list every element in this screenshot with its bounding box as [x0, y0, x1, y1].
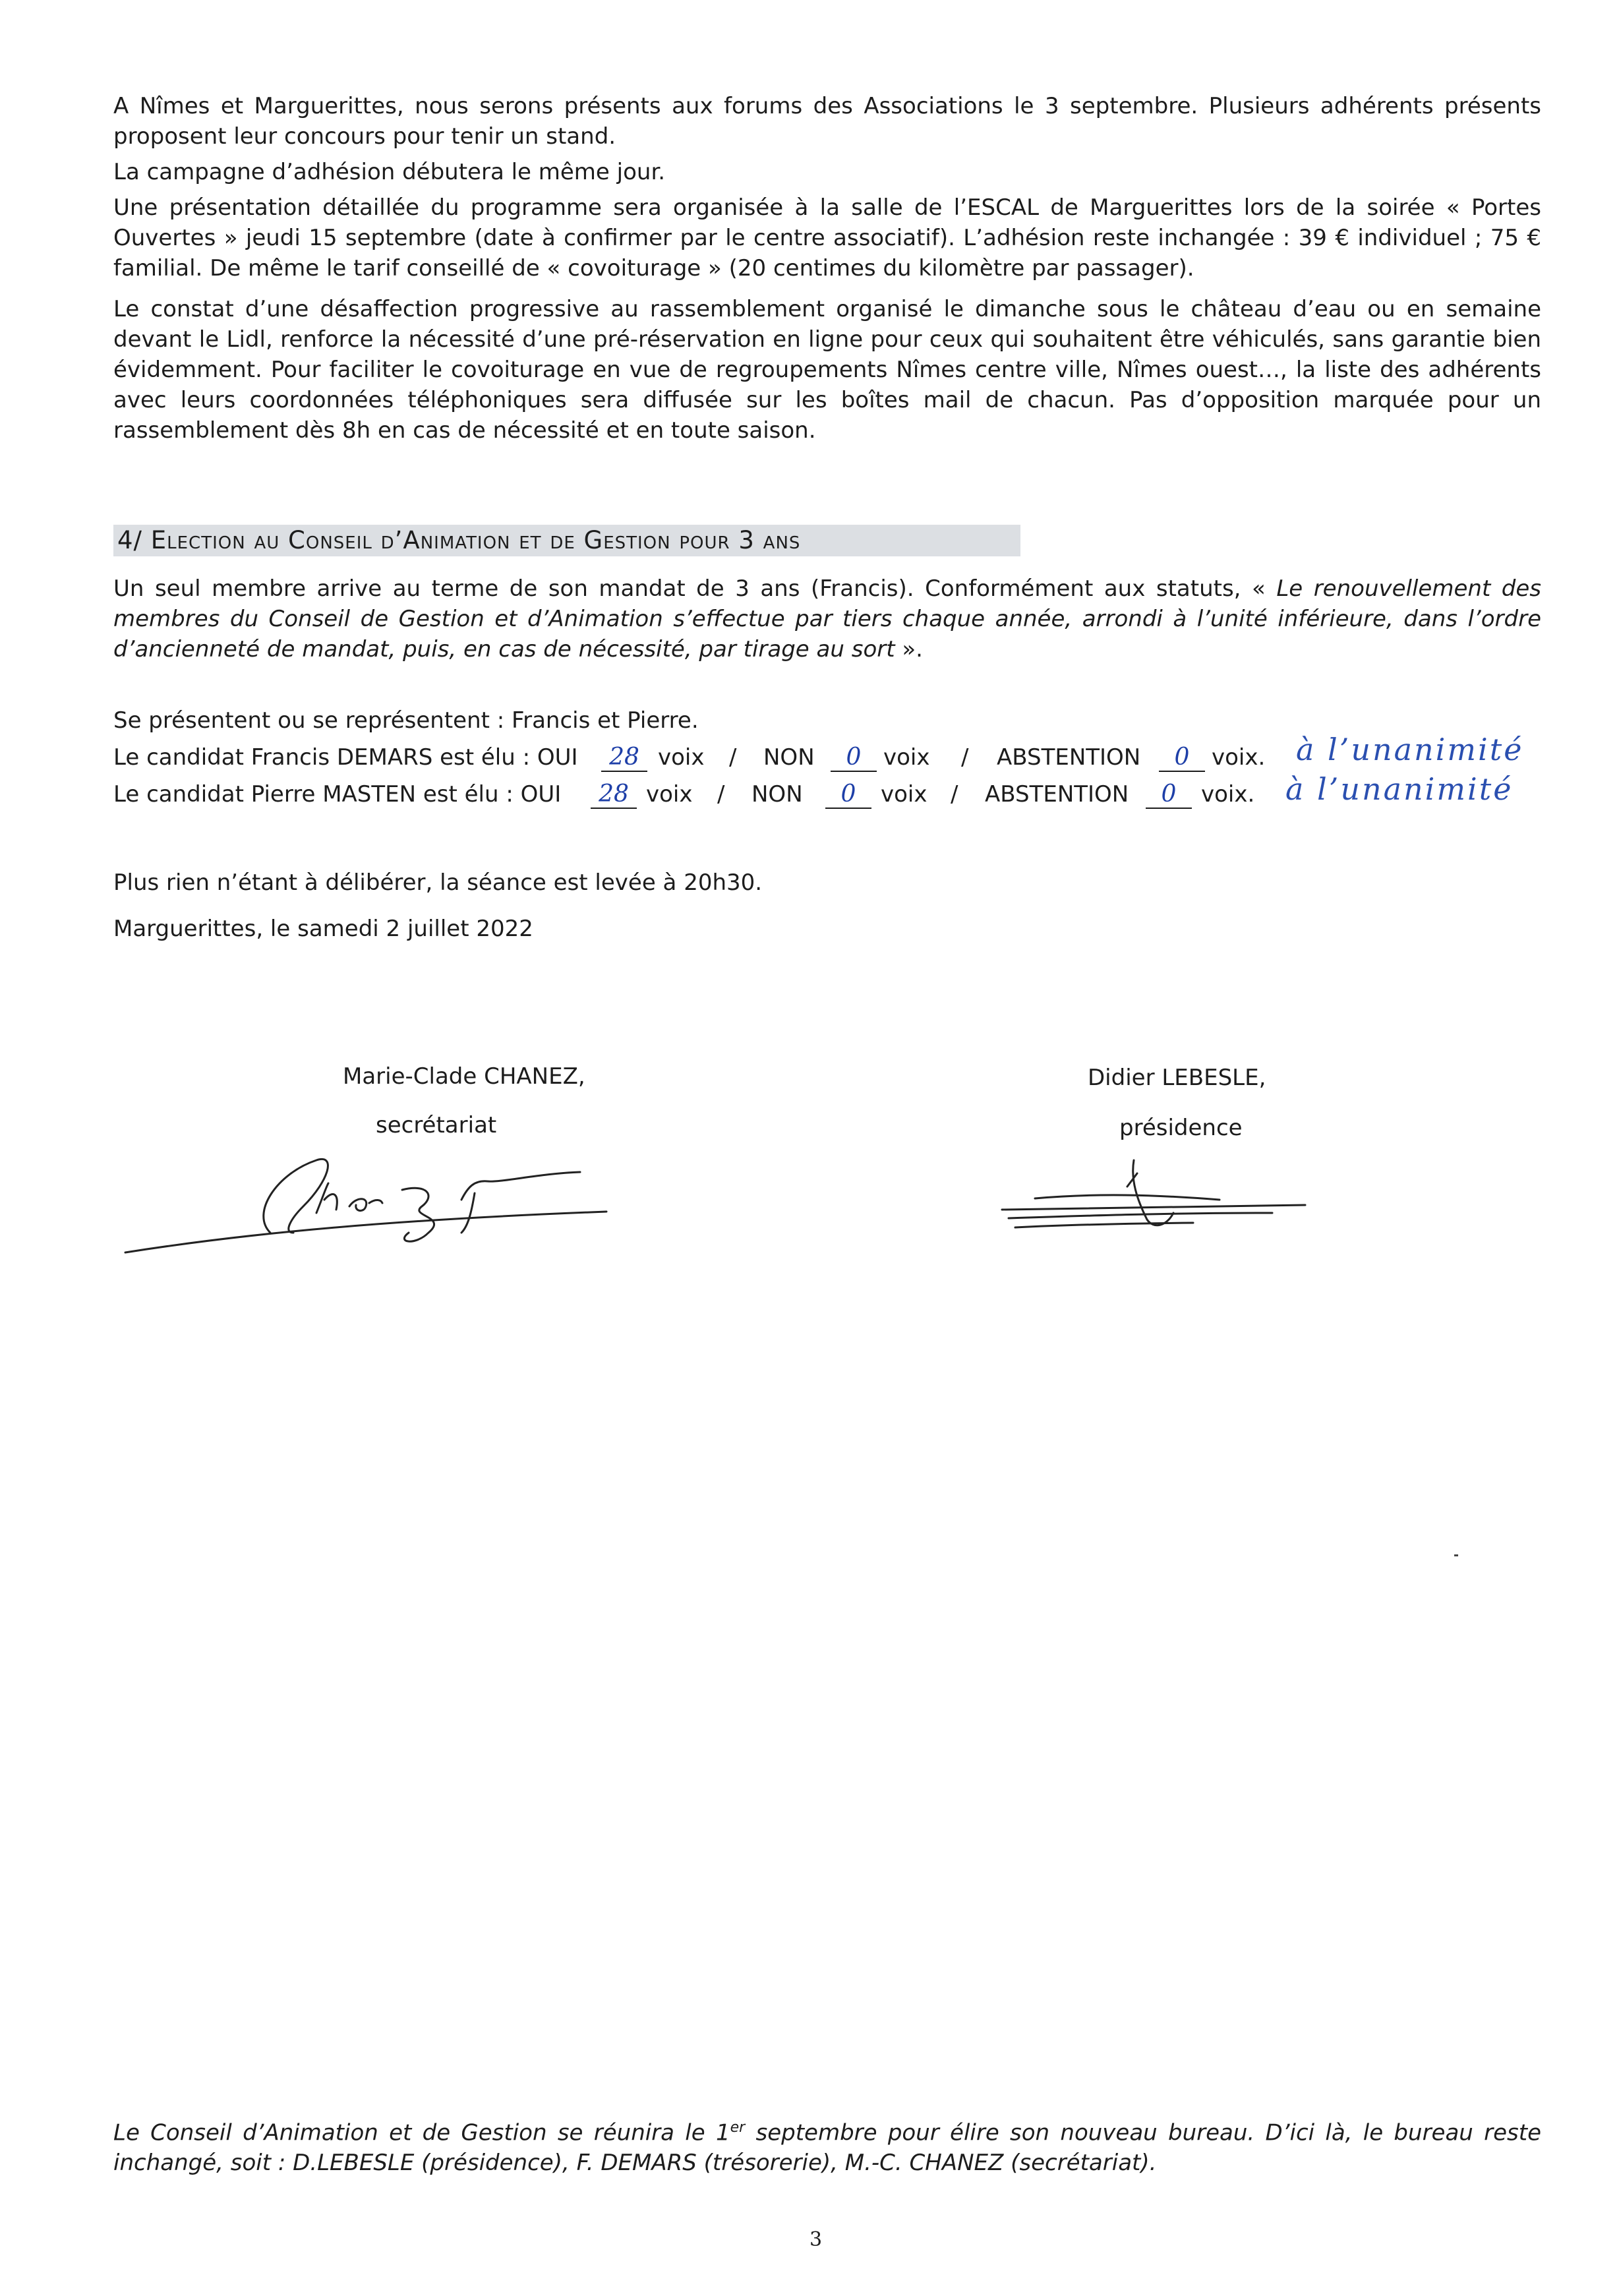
oui-count: 28	[601, 742, 647, 773]
abstention-count: 0	[1159, 742, 1205, 773]
voix-label: voix	[881, 781, 927, 808]
footer-sup: er	[730, 2119, 746, 2136]
signature-lebesle	[995, 1147, 1312, 1252]
election-quote: Le renouvellement des membres du Conseil de Gestion et d’Animation s’effectue par tiers chaque année, arrondi à l’unité inférieure, dans l’ordre d’ancienneté de mandat, puis, en cas de nécessité, par tirage au sort	[113, 575, 1542, 662]
oui-count: 28	[591, 779, 637, 809]
separator: /	[717, 781, 725, 808]
separator: /	[961, 744, 969, 771]
signatory-left-role: secrétariat	[376, 1112, 497, 1138]
non-label: NON	[763, 744, 815, 771]
signature-chanez	[119, 1134, 620, 1266]
election-quote-end: ».	[902, 636, 923, 662]
signatory-left-name: Marie-Clade CHANEZ,	[343, 1063, 585, 1090]
vote-label: Le candidat Pierre MASTEN est élu : OUI	[113, 781, 562, 808]
paragraph-forums: A Nîmes et Marguerittes, nous serons présents aux forums des Associations le 3 septembre. Plusieurs adhérents présents proposent leur concours pour tenir un stand.	[113, 93, 1541, 150]
signatory-right-role: présidence	[1119, 1115, 1243, 1141]
non-count: 0	[831, 742, 877, 773]
separator: /	[951, 781, 958, 808]
candidates-line: Se présentent ou se représentent : Francis et Pierre.	[113, 707, 699, 734]
abstention-count: 0	[1146, 779, 1192, 809]
abstention-label: ABSTENTION	[985, 781, 1129, 808]
page-number: 3	[810, 2228, 823, 2251]
voix-label: voix	[658, 744, 705, 771]
footer-note	[113, 2113, 1541, 2178]
abstention-label: ABSTENTION	[997, 744, 1141, 771]
signatory-right-name: Didier LEBESLE,	[1088, 1065, 1266, 1091]
section-title-election: 4/ Election au Conseil d’Animation et de Gestion pour 3 ans	[113, 525, 1020, 556]
handwritten-note-francis: à l’unanimité	[1296, 732, 1524, 767]
footer-text: Le Conseil d’Animation et de Gestion se réunira le 1	[113, 2119, 730, 2146]
voix-end-label: voix.	[1212, 744, 1266, 771]
non-count: 0	[825, 779, 871, 809]
non-label: NON	[751, 781, 803, 808]
place-date-line: Marguerittes, le samedi 2 juillet 2022	[113, 916, 533, 942]
voix-end-label: voix.	[1201, 781, 1255, 808]
voix-label: voix	[646, 781, 693, 808]
paragraph-election	[113, 574, 1541, 664]
paragraph-covoiturage: Le constat d’une désaffection progressive au rassemblement organisé le dimanche sous le château d’eau ou en semaine devant le Lidl, renforce la nécessité d’une pré-réservation en ligne pour ceux qui souhaitent être véhiculés, sans garantie bien évidemment. Pour faciliter le covoiturage en vue de regroupements Nîmes centre ville, Nîmes ouest…, la liste des adhérents avec leurs coordonnées téléphoniques sera diffusée sur les boîtes mail de chacun. Pas d’opposition marquée pour un rassemblement dès 8h en cas de nécessité et en toute saison.	[113, 296, 1541, 444]
handwritten-note-pierre: à l’unanimité	[1285, 771, 1514, 807]
election-intro: Un seul membre arrive au terme de son mandat de 3 ans (Francis). Conformément aux statuts, «	[113, 575, 1266, 602]
voix-label: voix	[883, 744, 930, 771]
paragraph-presentation: Une présentation détaillée du programme sera organisée à la salle de l’ESCAL de Marguerittes lors de la soirée « Portes Ouvertes » jeudi 15 septembre (date à confirmer par le centre associatif). L’adhésion reste inchangée : 39 € individuel ; 75 € familial. De même le tarif conseillé de « covoiturage » (20 centimes du kilomètre par passager).	[113, 194, 1541, 281]
separator: /	[729, 744, 737, 771]
closing-line: Plus rien n’étant à délibérer, la séance est levée à 20h30.	[113, 869, 763, 896]
paragraph-adhesion-campaign: La campagne d’adhésion débutera le même jour.	[113, 159, 666, 185]
vote-label: Le candidat Francis DEMARS est élu : OUI	[113, 744, 578, 771]
footer-rest: septembre pour élire son nouveau bureau. D’ici là, le bureau reste inchangé, soit : D.LEBESLE (présidence), F. DEMARS (trésorerie), M.-C. CHANEZ (secrétariat).	[113, 2119, 1541, 2177]
scan-speck	[1454, 1554, 1458, 1556]
